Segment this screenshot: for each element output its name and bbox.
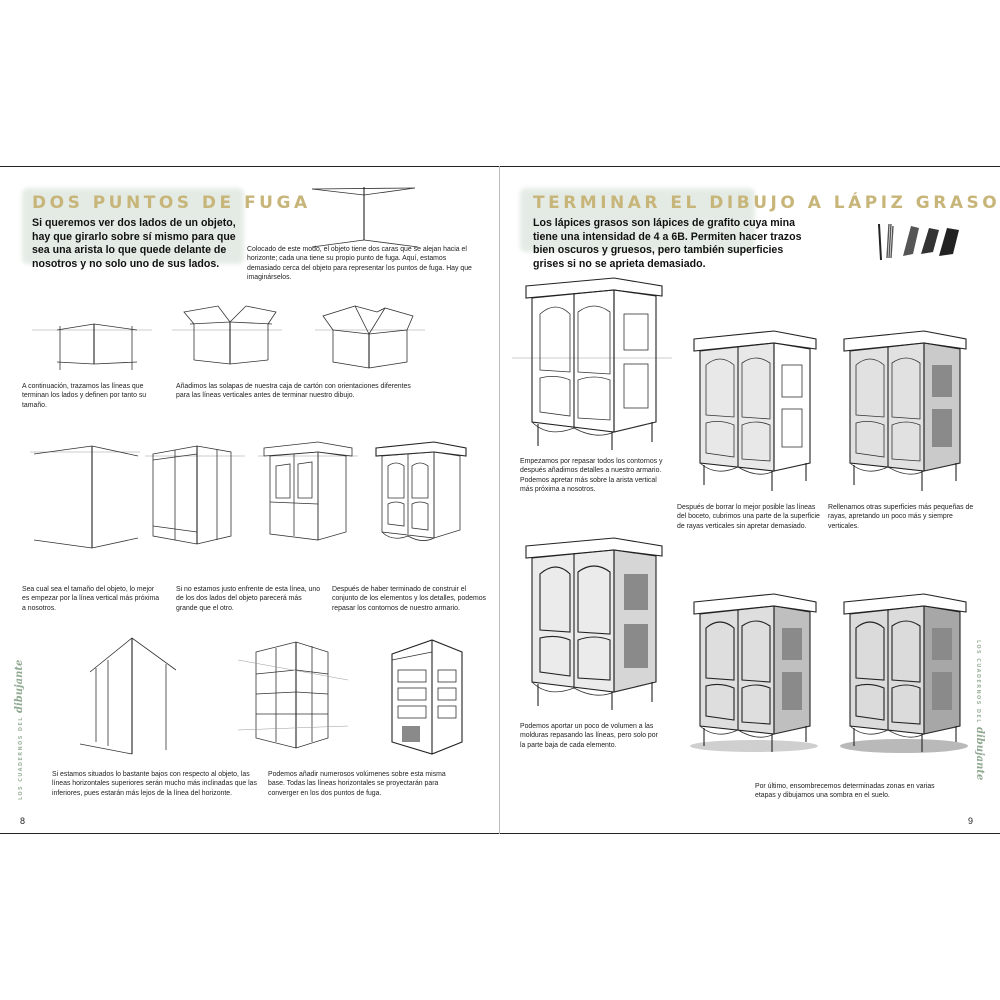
left-caption-6: Después de haber terminado de construir el conjunto de los elementos y los detalles, podemos repasar los contornos de nuestro armario. — [332, 586, 486, 612]
fig-wardrobe-step-1 — [30, 440, 140, 560]
fig-box-step-3 — [315, 302, 425, 382]
fig-building-step-3 — [378, 630, 488, 760]
fig-building-step-1 — [80, 630, 190, 760]
right-caption-3: Rellenamos otras superficies más pequeñas de rayas, apretando un poco más y siempre verticales. — [828, 504, 974, 530]
fig-wardrobe-step-2 — [145, 440, 245, 560]
fig-wardrobe-step-3 — [258, 436, 358, 556]
right-caption-4: Podemos aportar un poco de volumen a las molduras repasando las líneas, pero solo por la parte baja de cada elemento. — [520, 723, 658, 749]
fig-wardrobe-hatched — [684, 325, 824, 495]
fig-wardrobe-step-4 — [372, 436, 472, 556]
page-spine — [499, 166, 500, 834]
left-caption-3: Añadimos las solapas de nuestra caja de cartón con orientaciones diferentes para las líneas verticales antes de terminar nuestro dibujo. — [176, 383, 411, 400]
sidebar-series-script-right: dibujante — [974, 726, 985, 781]
sidebar-series-right — [974, 640, 985, 780]
page-number-right: 9 — [968, 816, 974, 826]
left-caption-2: A continuación, trazamos las líneas que terminan los lados y definen por tanto su tamaño. — [22, 383, 147, 409]
sidebar-series-text-left: LOS CUADERNOS DEL — [18, 716, 24, 800]
left-caption-5: Si no estamos justo enfrente de esta línea, uno de los dos lados del objeto parecerá más grande que el otro. — [176, 586, 321, 612]
sidebar-series-left — [14, 660, 25, 800]
left-caption-1: Colocado de este modo, el objeto tiene dos caras que se alejan hacia el horizonte; cada una tiene su propio punto de fuga. Aquí, estamos demasiado cerca del objeto para representar los puntos de fuga. Hay que imaginárselos. — [247, 246, 472, 282]
right-page-intro: Los lápices grasos son lápices de grafito cuya mina tiene una intensidad de 4 a 6B. Permiten hacer trazos bien oscuros y gruesos, pero también superficies grises si no se aprieta demasiado. — [533, 217, 802, 270]
right-caption-2: Después de borrar lo mejor posible las líneas del boceto, cubrimos una parte de la superficie de rayas verticales sin apretar demasiado. — [677, 504, 820, 530]
left-caption-4: Sea cual sea el tamaño del objeto, lo mejor es empezar por la línea vertical más próxima a nosotros. — [22, 586, 160, 612]
sidebar-series-text-right: LOS CUADERNOS DEL — [975, 640, 981, 724]
left-caption-7: Si estamos situados lo bastante bajos con respecto al objeto, las líneas horizontales superiores serán mucho más inclinadas que las inferiores, pues estarán más lejos de la línea del horizonte. — [52, 771, 257, 797]
left-page-title: DOS PUNTOS DE FUGA — [32, 193, 311, 213]
right-page-title: TERMINAR EL DIBUJO A LÁPIZ GRASO — [533, 193, 1000, 213]
sidebar-series-script-left: dibujante — [14, 659, 25, 714]
left-page-intro: Si queremos ver dos lados de un objeto, hay que girarlo sobre sí mismo para que sea una arista lo que quede delante de nosotros y no solo uno de sus lados. — [32, 217, 236, 270]
right-caption-1: Empezamos por repasar todos los contornos y después añadimos detalles a nuestro armario. Podemos apretar más sobre la arista vertical más próxima a nosotros. — [520, 458, 663, 494]
pencil-stroke-samples — [875, 218, 975, 264]
fig-wardrobe-hatched-more — [834, 325, 974, 495]
left-caption-8: Podemos añadir numerosos volúmenes sobre esta misma base. Todas las líneas horizontales se proyectarán para converger en los dos puntos de fuga. — [268, 771, 446, 797]
fig-wardrobe-molding-volume — [512, 530, 672, 715]
fig-box-step-2 — [172, 302, 282, 382]
page-number-left: 8 — [20, 816, 26, 826]
fig-box-step-1 — [32, 312, 152, 382]
fig-building-step-2 — [238, 630, 348, 760]
fig-wardrobe-outline — [512, 270, 672, 455]
fig-wardrobe-shadow-2 — [834, 588, 974, 758]
right-caption-5: Por último, ensombrecemos determinadas zonas en varias etapas y dibujamos una sombra en el suelo. — [755, 783, 935, 800]
fig-wardrobe-shadow-1 — [684, 588, 824, 758]
